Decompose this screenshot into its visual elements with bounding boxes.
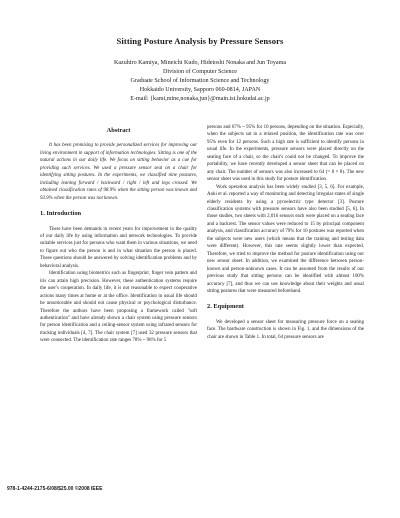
right-paragraph-2: Work operation analysis has been widely studied [3, 5, 6]. For example, Aoki et al. reported a way of monitoring and detecting irregular states of single elderly residents by using a pyroelectric type detector [3]. Posture classification systems with pressure sensors have also been studied [5, 6]. In those studies, two sheets with 2,016 sensors each were placed on a seating face and a backrest. The sensor values were reduced to 15 by principal component analysis, and classification accuracy of 79% for 10 postures was reported when the subjects were new users (which means that the training and testing data were different). However, this rate seems slightly lower than expected. Therefore, we tried to improve the method for posture identification using our new sensor sheet. In addition, we examined the difference between person-known and person-unknown cases. It can be assumed from the results of our previous study that sitting persons can be identified with almost 100% accuracy [7], and thus we can use knowledge about their weights and usual sitting postures that were measured beforehand.: [207, 184, 364, 294]
author-division: Division of Computer Science: [163, 68, 237, 75]
abstract-section: [40, 127, 197, 202]
author-school: Graduate School of Information Science and Technology: [130, 77, 270, 84]
copyright-footer: 978-1-4244-2175-6/08/$25.00 ©2008 IEEE: [7, 486, 103, 492]
paper-title: Sitting Posture Analysis by Pressure Sensors: [116, 36, 284, 46]
author-names: Kazuhiro Kamiya, Mineichi Kudo, Hidetoshi Nonaka and Jun Toyama: [113, 60, 287, 66]
right-column: [207, 124, 364, 341]
intro-paragraph-2: Identification using biometrics such as fingerprint, finger vein pattern and iris can attain high precision. However, these authentication systems require the user's cooperation. In daily life, it is not reasonable to expect cooperative actions many times at home or at the office. Identification in usual life should be unnoticeable and should not cause physical or psychological disturbance. Therefore the authors have been proposing a framework called "soft authentication" and have already shown a chair system using pressure sensors for person identification and a ceiling-sensor system using infrared sensors for tracking individuals [4, 7]. The chair system [7] used 32 pressure sensors that were connected. The identification rate ranges 78% ~ 98% for 5: [40, 271, 197, 344]
equipment-paragraph: We developed a sensor sheet for measuring pressure force on a seating face. The hardware construction is shown in Fig. 1, and the dimensions of the chair are shown in Table 1. In total, 64 pressure sensors are: [207, 319, 364, 340]
abstract-text: It has been promising to provide personalized services for improving our living environment in support of information technologies. Sitting is one of the natural actions in our daily life. We focus on sitting behavior as a cue for providing such services. We used a pressure sensor seat on a chair for identifying sitting postures. In the experiments, we classified nine postures, including leaning forward / backward / right / left and legs crossed. We obtained classification rates of 98.9% when the sitting person was known and 93.9% when the person was not known.: [40, 143, 197, 201]
left-column: [40, 124, 197, 345]
right-paragraph-1: persons and 67% ~ 95% for 10 persons, depending on the situation. Especially, when the subjects sat in a relaxed position, the identification rate was over 95% even for 12 persons. Such a high rate is sufficient to identify persons in usual life. In the experiments, pressure sensors were placed directly on the seating face of a chair, so the chair's could not be changed. To improve the portability, we have recently developed a sensor sheet that can be placed on any chair. The number of sensors was also increased to 64 (= 8 × 8). The new sensor sheet was used in this study for posture identification.: [207, 125, 364, 183]
intro-paragraph-1: There have been demands in recent years for improvement in the quality of our daily life by using information and network technologies. To provide suitable services just for persons who want them in various situations, we need to figure out who the person is and in what situation the person is placed. These questions should be answered by solving identification problems and by behavioral analysis.: [40, 226, 197, 269]
author-block: [0, 59, 400, 104]
equipment-heading: 2. Equipment: [207, 303, 244, 311]
author-university: Hokkaido University, Sapporo 060-0814, JAPAN: [139, 86, 261, 93]
author-email: E-mail: {kami,mine,nonaka,jun}@main.ist.hokudai.ac.jp: [130, 95, 270, 102]
intro-heading: 1. Introduction: [40, 210, 82, 218]
abstract-heading: Abstract: [106, 127, 131, 134]
